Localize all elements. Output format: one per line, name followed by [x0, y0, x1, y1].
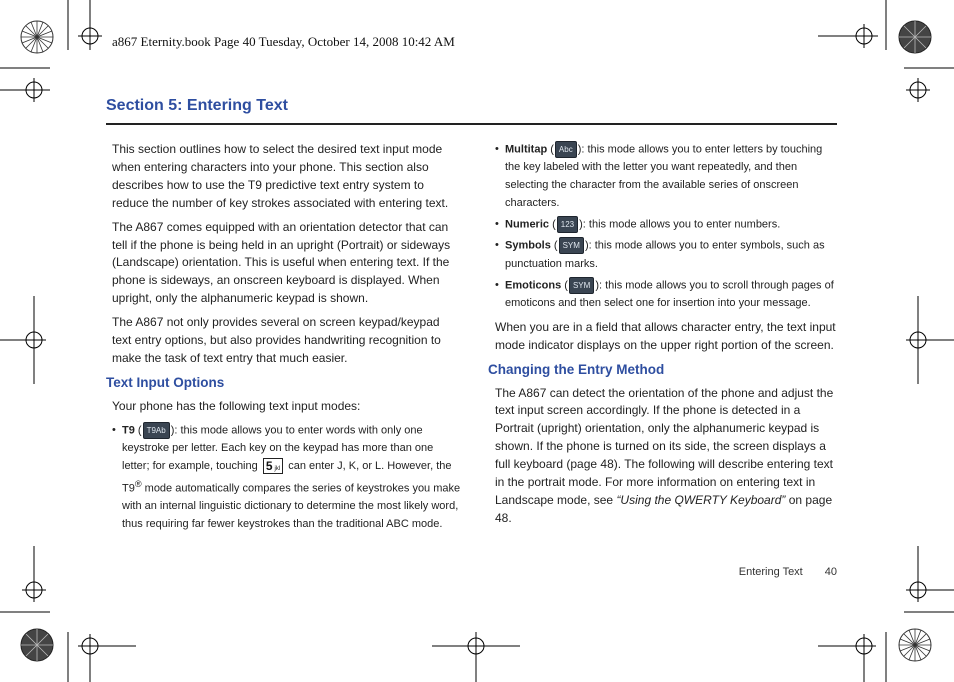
section-title: Section 5: Entering Text	[106, 97, 288, 114]
emoticons-mode-icon: SYM	[569, 277, 594, 294]
paren-open: (	[550, 239, 558, 252]
t9-mode-icon: T9Ab	[143, 422, 170, 439]
print-info-header: a867 Eternity.book Page 40 Tuesday, October 14, 2008 10:42 AM	[112, 34, 455, 49]
mode-label: Multitap	[505, 143, 548, 156]
registered-mark: ®	[134, 478, 142, 489]
abc-mode-icon: Abc	[555, 141, 577, 158]
text-input-options-heading: Text Input Options	[106, 374, 225, 390]
mode-label: Numeric	[505, 218, 550, 231]
paren-open: (	[561, 278, 568, 291]
mode-text: ): this mode allows you to scroll through pages of emoticons and then select one for insertion into your message.	[505, 278, 834, 309]
page-number: 40	[824, 566, 837, 578]
bullet: •	[495, 218, 499, 231]
entry-method-text-b: on page 48.	[495, 492, 833, 525]
bullet: •	[495, 143, 499, 155]
bullet: •	[112, 423, 116, 436]
bullet: •	[495, 239, 499, 252]
input-modes-intro: Your phone has the following text input modes:	[112, 398, 361, 413]
t9-item	[112, 422, 462, 535]
key-5-digit: 5	[265, 459, 273, 473]
orientation-paragraph: The A867 comes equipped with an orientation detector that can tell if the phone is being held in an upright (Portrait) or sideways (Landscape) orientation. This is useful when entering text. If the phone is sideways, an onscreen keyboard is displayed. When upright, only the alphanumeric keypad is shown.	[112, 219, 451, 306]
mode-item-multitap	[495, 141, 838, 213]
paren-open: (	[547, 143, 554, 156]
numeric-mode-icon: 123	[557, 216, 578, 233]
mode-text: ): this mode allows you to enter symbols, such as punctuation marks.	[505, 239, 825, 270]
right-column	[488, 141, 838, 534]
mode-item-emoticons	[495, 277, 838, 313]
key-5-letters: jkl	[274, 466, 281, 472]
mode-text: ): this mode allows you to enter letters by touching the key labeled with the letter you want repeatedly, and then selecting the character from the available series of onscreen characters.	[505, 143, 823, 210]
entry-method-paragraph	[495, 385, 838, 528]
t9-label: T9	[122, 424, 135, 437]
mode-item-symbols	[495, 237, 838, 273]
changing-entry-method-heading: Changing the Entry Method	[488, 361, 665, 377]
left-column	[106, 141, 462, 540]
title-rule	[106, 123, 837, 125]
qwerty-reference-link[interactable]: “Using the QWERTY Keyboard”	[616, 492, 786, 507]
page-footer	[700, 566, 837, 578]
t9-text-c: mode automatically compares the series of keystrokes you make with an internal linguistic dictionary to determine the most likely word, thus requiring far fewer keystrokes than the traditional ABC mode.	[122, 482, 461, 531]
t9-list	[112, 422, 462, 535]
mode-text: ): this mode allows you to enter numbers.	[579, 218, 781, 231]
bullet: •	[495, 278, 499, 291]
t9-text-b: can enter J, K, or L. However, the T9	[122, 459, 452, 495]
entry-method-text-a: The A867 can detect the orientation of the phone and adjust the text input screen accordingly. If the phone is detected in a Portrait (upright) orientation, only the alphanumeric keypad is shown. If the phone is turned on its side, the screen displays a full keyboard (page 48). The following will describe entering text in the portrait mode. For more information on entering text in Landscape mode, see	[495, 385, 834, 507]
field-indicator-paragraph: When you are in a field that allows character entry, the text input mode indicator displays on the upper right portion of the screen.	[495, 319, 836, 352]
mode-item-numeric	[495, 216, 838, 234]
mode-label: Emoticons	[505, 278, 562, 291]
mode-label: Symbols	[505, 239, 551, 252]
symbols-mode-icon: SYM	[559, 237, 584, 254]
intro-paragraph: This section outlines how to select the desired text input mode when entering characters into your phone. This section also describes how to use the T9 predictive text entry system to reduce the number of key strokes associated with entering text.	[112, 142, 449, 210]
mode-list	[495, 141, 838, 313]
paren-open: (	[134, 424, 142, 437]
t9-text-a: ): this mode allows you to enter words with only one keystroke per letter. Each key on the keypad has more than one letter; for example, touching	[122, 424, 434, 472]
key-5-icon	[263, 458, 283, 474]
footer-chapter: Entering Text	[738, 566, 803, 578]
paren-open: (	[549, 218, 556, 231]
handwriting-paragraph: The A867 not only provides several on screen keypad/keypad text entry options, but also provides handwriting recognition to make the task of text entry that much easier.	[112, 315, 441, 365]
